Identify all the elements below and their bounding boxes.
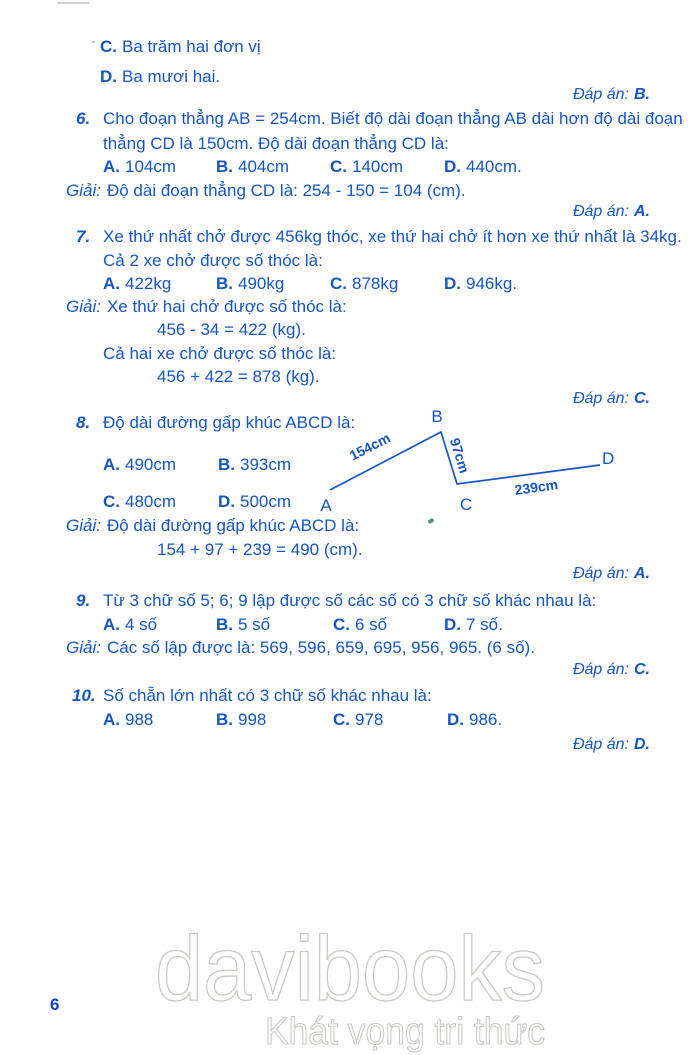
solution-label: Giải: (66, 181, 101, 200)
options-row (0, 615, 700, 635)
option-d (444, 274, 517, 294)
option-text: 500cm (240, 492, 292, 511)
option-d (444, 615, 503, 635)
scan-artifact-dot (92, 41, 95, 43)
solution-line (66, 297, 347, 317)
option-text: Ba trăm hai đơn vị (122, 37, 261, 56)
option-c (333, 710, 383, 730)
solution-line (66, 181, 466, 201)
prev-option-d (100, 67, 220, 87)
solution-line (66, 516, 359, 536)
option-b (218, 455, 291, 475)
answer-label: Đáp án: (572, 203, 629, 220)
option-label: B. (218, 455, 235, 474)
answer-value: B. (634, 86, 650, 103)
option-d (447, 710, 502, 730)
answer-line-q6 (573, 203, 650, 221)
option-b (216, 274, 284, 294)
option-text: 7 số. (466, 615, 503, 634)
vertex-label-d: D (602, 449, 615, 468)
solution-label: Giải: (66, 516, 101, 535)
segment-length-label-bc: 97cm (446, 436, 473, 476)
vertex-label-b: B (431, 407, 443, 426)
option-c (330, 274, 398, 294)
option-label: B. (216, 157, 233, 176)
option-label: C. (100, 37, 117, 56)
option-label: D. (218, 492, 235, 511)
question-text-line: Cả 2 xe chở được số thóc là: (103, 251, 323, 270)
option-text: 988 (125, 710, 154, 729)
answer-line-q10 (573, 736, 650, 754)
answer-value: D. (634, 736, 650, 753)
watermark-brand: davibooks (155, 918, 545, 1020)
answer-value: C. (634, 661, 650, 678)
solution-calc: 456 - 34 = 422 (kg). (157, 320, 306, 339)
answer-label: Đáp án: (572, 736, 629, 753)
options-row (0, 274, 700, 294)
option-text: 946kg. (466, 274, 518, 293)
option-text: 490kg (238, 274, 285, 293)
option-b (216, 157, 289, 177)
option-text: 6 số (355, 615, 388, 634)
options-row (0, 157, 700, 177)
scan-artifact-line (57, 2, 89, 4)
option-b (216, 710, 266, 730)
solution-calc: 154 + 97 + 239 = 490 (cm). (157, 540, 363, 559)
option-label: B. (216, 274, 233, 293)
answer-value: C. (634, 390, 650, 407)
option-label: D. (447, 710, 464, 729)
question-text-line: Cho đoạn thẳng AB = 254cm. Biết độ dài đoạn thẳng AB dài hơn độ dài đoạn (103, 109, 683, 128)
option-text: 998 (238, 710, 267, 729)
option-label: D. (444, 274, 461, 293)
segment-length-label-cd: 239cm (513, 476, 560, 499)
option-label: B. (216, 710, 233, 729)
option-text: 490cm (125, 455, 177, 474)
option-text: 480cm (125, 492, 177, 511)
question-number: 10. (72, 686, 96, 705)
solution-label: Giải: (66, 638, 101, 657)
option-label: C. (330, 274, 347, 293)
option-c (330, 157, 403, 177)
solution-line (66, 638, 535, 658)
solution-calc: 456 + 422 = 878 (kg). (157, 367, 320, 386)
option-text: 393cm (240, 455, 292, 474)
option-b (216, 615, 270, 635)
solution-text: Độ dài đoạn thẳng CD là: 254 - 150 = 104 (cm). (106, 181, 466, 200)
question-text-line: thẳng CD là 150cm. Độ dài đoạn thẳng CD là: (103, 134, 449, 153)
answer-line-prev (573, 86, 650, 104)
option-d (444, 157, 522, 177)
option-text: 440cm. (466, 157, 522, 176)
answer-label: Đáp án: (572, 565, 629, 582)
solution-text: Các số lập được là: 569, 596, 659, 695, 956, 965. (6 số). (106, 638, 535, 657)
option-text: 978 (355, 710, 384, 729)
solution-text: Xe thứ hai chở được số thóc là: (106, 297, 347, 316)
option-text: Ba mươi hai. (122, 67, 221, 86)
option-text: 4 số (125, 615, 158, 634)
option-label: C. (103, 492, 120, 511)
option-a (103, 157, 176, 177)
option-c (103, 492, 176, 512)
question-number: 7. (76, 227, 91, 246)
question-number: 9. (76, 591, 91, 610)
question-number: 6. (76, 109, 91, 128)
option-label: D. (100, 67, 117, 86)
option-d (218, 492, 291, 512)
answer-line-q8 (573, 565, 650, 583)
option-label: A. (103, 274, 120, 293)
option-a (103, 710, 153, 730)
option-label: C. (333, 615, 350, 634)
polyline-diagram (310, 398, 700, 533)
option-text: 986. (469, 710, 503, 729)
option-label: A. (103, 615, 120, 634)
watermark (130, 915, 610, 1055)
option-text: 404cm (238, 157, 290, 176)
solution-text: Độ dài đường gấp khúc ABCD là: (106, 516, 360, 535)
option-text: 140cm (352, 157, 404, 176)
question-text-line: Xe thứ nhất chở được 456kg thóc, xe thứ hai chở ít hơn xe thứ nhất là 34kg. (103, 227, 682, 246)
option-label: A. (103, 710, 120, 729)
question-text-line: Từ 3 chữ số 5; 6; 9 lập được số các số có 3 chữ số khác nhau là: (103, 591, 597, 610)
vertex-label-a: A (320, 496, 332, 515)
option-label: B. (216, 615, 233, 634)
answer-label: Đáp án: (572, 390, 629, 407)
question-text-line: Số chẵn lớn nhất có 3 chữ số khác nhau là: (103, 686, 432, 705)
option-text: 422kg (125, 274, 172, 293)
answer-label: Đáp án: (572, 661, 629, 678)
option-text: 5 số (238, 615, 271, 634)
option-c (333, 615, 387, 635)
answer-value: A. (634, 203, 650, 220)
option-label: C. (333, 710, 350, 729)
option-label: D. (444, 615, 461, 634)
question-number: 8. (76, 413, 91, 432)
vertex-label-c: C (459, 495, 473, 514)
option-text: 104cm (125, 157, 177, 176)
option-label: A. (103, 157, 120, 176)
option-text: 878kg (352, 274, 399, 293)
question-text-line: Độ dài đường gấp khúc ABCD là: (103, 413, 356, 432)
solution-label: Giải: (66, 297, 101, 316)
option-label: C. (330, 157, 347, 176)
option-a (103, 455, 176, 475)
answer-value: A. (634, 565, 650, 582)
solution-text-line: Cả hai xe chở được số thóc là: (103, 344, 337, 363)
option-label: D. (444, 157, 461, 176)
answer-line-q9 (573, 661, 650, 679)
option-a (103, 274, 171, 294)
prev-option-c (100, 37, 261, 57)
watermark-tagline: Khát vọng tri thức (265, 1011, 545, 1053)
options-row (0, 710, 700, 730)
option-a (103, 615, 157, 635)
page-number: 6 (50, 995, 60, 1014)
answer-label: Đáp án: (572, 86, 629, 103)
option-label: A. (103, 455, 120, 474)
segment-length-label-ab: 154cm (346, 429, 393, 464)
